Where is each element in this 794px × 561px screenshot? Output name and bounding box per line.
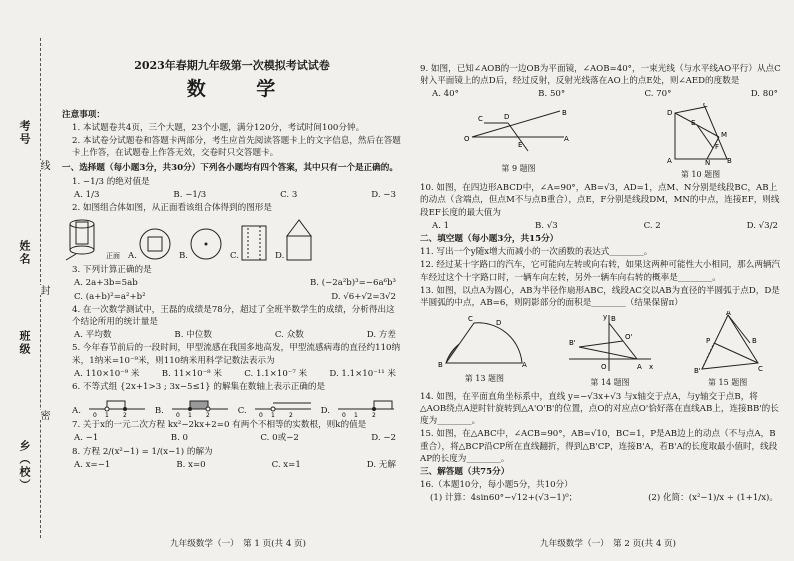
svg-text:0: 0 [175,412,180,418]
q3-option-d: D. √6+√2=3√2 [331,291,396,302]
fig15-diagram [688,311,768,373]
svg-text:2: 2 [371,412,376,418]
q10-option-d: D. √3/2 [746,220,778,231]
q11-stem: 11. 写出一个y随x增大而减小的一次函数的表达式________。 [420,247,653,258]
svg-text:F: F [714,142,719,151]
q5-option-d: D. 1.1×10⁻¹¹ 米 [329,368,396,379]
notice-item-1: 1. 本试题卷共4页，三个大题，23个小题，满分120分，考试时间100分钟。 [72,122,365,133]
q2-option-c-figure [239,222,269,262]
q8-stem: 8. 方程 2/(x²−1) = 1/(x−1) 的解为 [72,446,213,457]
q2-option-a-figure [137,226,173,262]
q16-part-2: (2) 化简：(x²−1)/x ÷ (1+1/x)。 [648,493,778,504]
svg-text:2: 2 [288,412,293,418]
fig10 [661,103,741,181]
svg-text:E: E [690,118,695,127]
q16-stem: 16.（本题10分，每小题5分，共10分） [420,480,573,491]
svg-text:x: x [648,363,654,372]
q7-option-b: B. 0 [170,433,188,444]
q1-option-a: A. 1/3 [74,189,100,200]
q4-option-a: A. 平均数 [74,330,112,341]
fig13 [436,311,532,385]
svg-text:0: 0 [258,412,263,418]
exam-number-label: 考号 [18,120,31,146]
q6-option-d: D. [320,406,330,417]
svg-text:B: B [610,315,616,324]
q10-option-c: C. 2 [643,220,661,231]
exam-title: 2023年春期九年级第一次模拟考试试卷 [134,59,330,72]
q9-options [420,88,784,100]
q2-option-b: B. [178,251,189,261]
svg-text:A: A [522,361,528,370]
svg-text:B': B' [693,367,701,374]
svg-text:B: B [438,361,444,370]
q5-option-b: B. 11×10⁻⁸ 米 [161,368,222,379]
q9-q10-figures [420,103,784,181]
svg-text:C: C [468,315,474,324]
svg-text:M: M [720,130,727,139]
q16-parts [420,492,784,504]
fig9-diagram [464,103,574,159]
q7-option-d: D. −2 [371,433,396,444]
svg-text:O': O' [624,333,633,342]
q6-number-lines [62,395,402,417]
svg-text:2: 2 [122,412,127,418]
svg-text:B: B [561,108,567,117]
fig9 [464,103,574,175]
svg-text:2: 2 [205,412,210,418]
svg-text:B: B [751,337,757,346]
svg-text:1: 1 [270,412,275,418]
q1-options [62,189,402,201]
q6-number-line-a [87,395,149,417]
svg-text:A: A [563,134,569,143]
q9-stem: 9. 如图，已知∠AOB的一边OB为平面镜，∠AOB=40°，一束光线（与水平线AO平行）从点C射入平面镜上的点D后，经过反射，反射光线落在AO上的点E处，则∠AED的度数是 [420,64,781,87]
q9-option-a: A. 40° [432,89,459,100]
q5-option-a: A. 110×10⁻⁹ 米 [74,368,140,379]
subject-title: 数 学 [186,77,298,100]
q7-stem: 7. 关于x的一元二次方程 kx²−2kx+2=0 有两个不相等的实数根，则k的值是 [72,420,367,431]
seal-mark-secret: 密 [38,410,49,420]
q5-stem: 5. 今年春节前后的一段时间，甲型流感在我国多地高发，甲型流感病毒的直径约110纳米，1纳米=10⁻⁹米，则110纳米用科学记数法表示为 [72,343,401,366]
q9-option-b: B. 50° [538,89,566,100]
fig13-caption: 第 13 题图 [464,374,504,384]
svg-text:A: A [725,311,731,318]
svg-text:D: D [496,319,502,328]
fig13-diagram [436,311,532,369]
q7-option-a: A. −1 [74,433,99,444]
q1-option-d: D. −3 [371,189,396,200]
fig10-diagram [661,103,741,165]
svg-text:P: P [705,337,710,346]
q10-options [420,220,784,232]
seal-mark-line: 线 [38,160,49,170]
svg-text:B: B [726,156,732,165]
fig14 [565,311,655,389]
svg-text:A: A [666,156,672,165]
q4-stem: 4. 在一次数学测试中，王磊的成绩是78分，超过了全班半数学生的成绩，分析得出这个结论所用的统计量是 [72,304,395,328]
seal-mark-seal: 封 [38,285,49,295]
svg-text:0: 0 [92,412,97,418]
svg-text:1: 1 [353,412,358,418]
svg-text:A: A [636,363,642,372]
page-2-footer: 九年级数学（一） 第 2 页(共 4 页) [540,539,676,549]
fig9-caption: 第 9 题图 [501,163,536,173]
page-1-footer: 九年级数学（一） 第 1 页(共 4 页) [170,539,306,549]
q9-option-c: C. 70° [644,89,672,100]
q4-option-c: C. 众数 [274,330,304,341]
q1-stem: 1. −1/3 的绝对值是 [72,176,150,187]
fig10-caption: 第 10 题图 [680,169,721,179]
q7-option-c: C. 0或−2 [260,433,299,444]
q5-options [62,368,402,380]
q10-option-a: A. 1 [432,220,450,231]
school-label: 乡（校） [18,440,31,492]
q12-stem: 12. 经过某十字路口的汽车，它可能向左转或向右转，如果这两种可能性大小相同，那么两辆汽车经过这个十字路口时，一辆车向左转，另外一辆车向右转的概率是________。 [420,260,781,283]
q2-option-d-figure [284,218,314,262]
q2-solid-figure [62,216,106,262]
q3-stem: 3. 下列计算正确的是 [72,265,152,276]
q5-option-c: C. 1.1×10⁻⁷ 米 [244,368,308,379]
q6-option-c: C. [237,406,247,417]
svg-text:C: C [702,102,708,109]
svg-text:1: 1 [187,412,192,418]
q3-option-c: C. (a+b)²=a²+b² [74,291,146,302]
svg-text:N: N [704,158,710,165]
notice-heading: 注意事项： [62,109,105,120]
notice-item-2: 2. 本试卷分试题卷和答题卡两部分，考生应首先阅读答题卡上的文字信息，然后在答题卡上作答，在试题卷上作答无效，交卷时只交答题卡。 [72,135,401,159]
q3-options-row-2 [62,291,402,303]
q15-stem: 15. 如图，在△ABC中，∠ACB=90°，AB=√10，BC=1，P是AB边上的动点（不与点A，B重合），将△BCP沿CP所在直线翻折，得到△B'CP，连接B'A，若B'A的长度取最小值时，线段AP的长度为________。 [420,429,778,464]
q4-options [62,329,402,341]
svg-text:B': B' [568,339,576,348]
svg-text:C: C [757,365,763,374]
q14-stem: 14. 如图，在平面直角坐标系中，直线 y=−√3x+√3 与x轴交于点A，与y轴交于点B，将△AOB绕点A逆时针旋转到△A'O'B'的位置，点O的对应点O'恰好落在直线AB上，连接BB'的长度为________。 [420,391,779,427]
svg-text:C: C [477,114,483,123]
svg-text:O: O [600,363,607,372]
page-2 [420,62,784,506]
svg-text:y: y [602,313,608,322]
binding-strip [0,0,58,561]
svg-text:D: D [503,112,509,121]
q6-option-a: A. [72,406,81,417]
q4-option-b: B. 中位数 [174,330,212,341]
q6-number-line-b [170,395,232,417]
section-2-heading: 二、填空题（每小题3分，共15分） [420,233,559,244]
fig15 [688,311,768,389]
svg-text:1: 1 [104,412,109,418]
q2-option-d: D. [275,251,285,261]
fig15-caption: 第 15 题图 [708,378,748,388]
q13-stem: 13. 如图，以点A为圆心，AB为半径作扇形ABC，线段AC交以AB为直径的半圆弧于点D，D是半圆弧的中点，AB=6，则阴影部分的面积是________（结果保留π） [420,285,780,308]
q9-option-d: D. 80° [750,89,778,100]
q2-option-b-figure [188,226,224,262]
q1-option-b: B. −1/3 [173,189,207,200]
q13-q15-figures [420,311,784,389]
q2-option-a: A. [128,251,137,261]
section-3-heading: 三、解答题（共75分） [420,466,510,477]
q4-option-d: D. 方差 [366,330,396,341]
fig14-diagram [565,311,655,373]
q3-option-a: A. 2a+3b=5ab [74,278,138,289]
q6-option-b: B. [154,406,164,417]
q7-options [62,432,402,444]
page-1 [62,0,402,472]
q6-number-line-c [253,395,315,417]
fig14-caption: 第 14 题图 [590,378,630,388]
q2-front-label: 正面 [106,252,120,261]
name-label: 姓名 [18,240,31,266]
q6-number-line-d [336,395,398,417]
q2-option-c: C. [230,251,240,261]
q3-options-row-1 [62,277,402,289]
class-label: 班级 [18,330,31,356]
q1-option-c: C. 3 [280,189,298,200]
q2-figures [62,216,402,262]
q8-option-d: D. 无解 [366,459,396,470]
q8-option-a: A. x=−1 [74,459,111,470]
q8-option-b: B. x=0 [176,459,206,470]
q10-stem: 10. 如图，在四边形ABCD中，∠A=90°，AB=√3，AD=1，点M、N分别是线段BC，AB上的动点（含端点，但点M不与点B重合），点E，F分别是线段DM，MN的中点，连接EF，则线段EF长度的最大值为 [420,183,780,218]
q8-options [62,459,402,471]
q6-stem: 6. 不等式组 {2x+1>3 ; 3x−5≤1} 的解集在数轴上表示正确的是 [72,382,326,393]
q8-option-c: C. x=1 [271,459,301,470]
section-1-heading: 一、选择题（每小题3分，共30分）下列各小题均有四个答案，其中只有一个是正确的。 [62,163,398,174]
svg-text:O: O [463,134,470,143]
q16-part-1: (1) 计算：4sin60°−√12+(√3−1)⁰； [430,493,578,504]
svg-text:0: 0 [341,412,346,418]
q10-option-b: B. √3 [534,220,558,231]
svg-text:D: D [666,108,672,117]
q3-option-b: B. (−2a²b)³=−6a⁶b³ [309,278,396,289]
svg-text:E: E [517,140,522,149]
q2-stem: 2. 如图组合体如图，从正面看该组合体得到的图形是 [72,203,272,213]
